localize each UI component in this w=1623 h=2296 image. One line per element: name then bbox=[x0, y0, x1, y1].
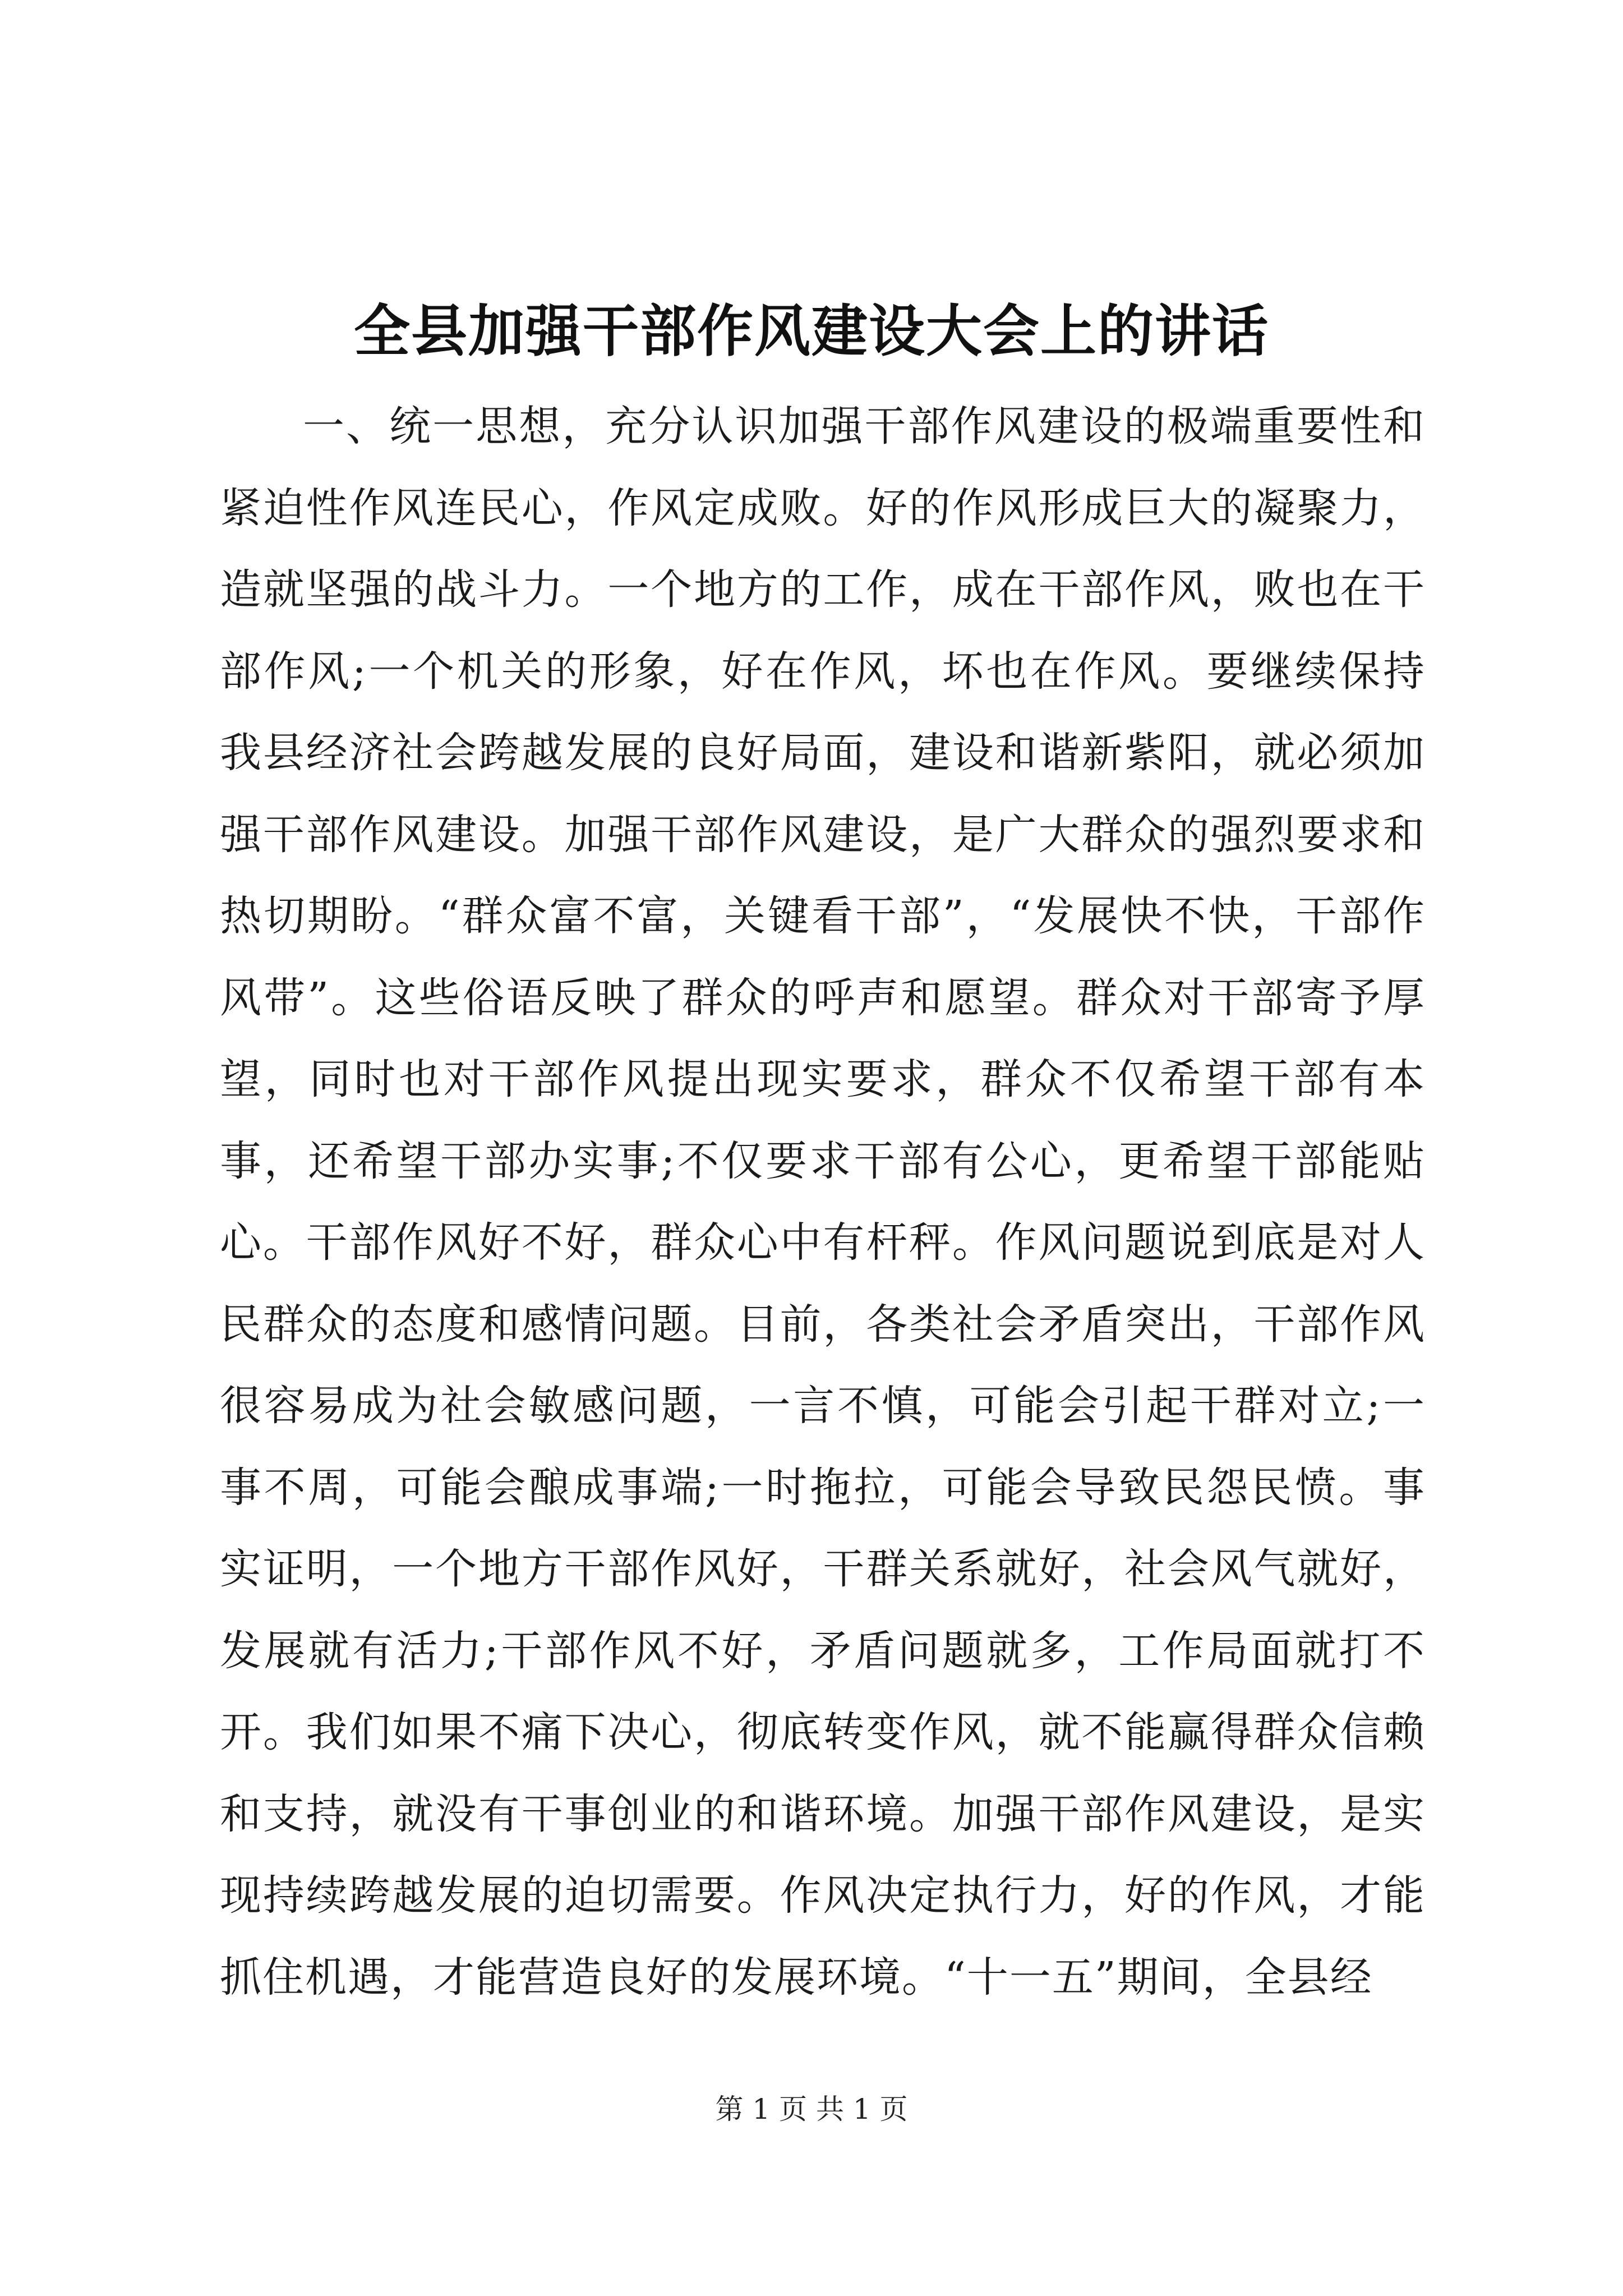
document-title: 全县加强干部作风建设大会上的讲话 bbox=[354, 298, 1269, 364]
page-number-footer: 第 1 页 共 1 页 bbox=[715, 2093, 908, 2125]
document-body-paragraph: 一、统一思想，充分认识加强干部作风建设的极端重要性和紧迫性作风连民心，作风定成败。好的作风形成巨大的凝聚力，造就坚强的战斗力。一个地方的工作，成在干部作风，败也在干部作风;一个机关的形象，好在作风，坏也在作风。要继续保持我县经济社会跨越发展的良好局面，建设和谐新紫阳，就必须加强干部作风建设。加强干部作风建设，是广大群众的强烈要求和热切期盼。“群众富不富，关键看干部”，“发展快不快，干部作风带”。这些俗语反映了群众的呼声和愿望。群众对干部寄予厚望，同时也对干部作风提出现实要求，群众不仅希望干部有本事，还希望干部办实事;不仅要求干部有公心，更希望干部能贴心。干部作风好不好，群众心中有杆秤。作风问题说到底是对人民群众的态度和感情问题。目前，各类社会矛盾突出，干部作风很容易成为社会敏感问题，一言不慎，可能会引起干群对立;一事不周，可能会酿成事端;一时拖拉，可能会导致民怨民愤。事实证明，一个地方干部作风好，干群关系就好，社会风气就好，发展就有活力;干部作风不好，矛盾问题就多，工作局面就打不开。我们如果不痛下决心，彻底转变作风，就不能赢得群众信赖和支持，就没有干事创业的和谐环境。加强干部作风建设，是实现持续跨越发展的迫切需要。作风决定执行力，好的作风，才能抓住机遇，才能营造良好的发展环境。“十一五”期间，全县经 bbox=[220, 402, 1426, 2001]
